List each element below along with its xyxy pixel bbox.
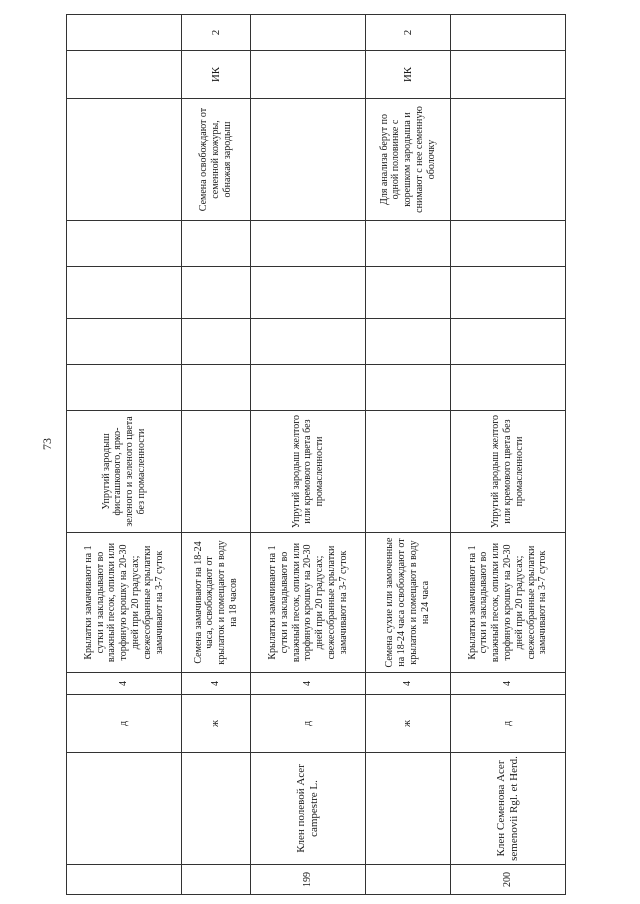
count-cell: 4 [366,673,450,695]
method-code-cell: ИК [182,51,251,99]
table-cell [366,365,450,411]
value-cell [450,15,565,51]
page-number: 73 [40,438,54,450]
count-cell: 4 [67,673,182,695]
analysis-note-cell [251,99,366,221]
row-number-cell [67,865,182,895]
row-number-cell [366,865,450,895]
value-cell [251,15,366,51]
method-code-cell [67,51,182,99]
method-code-cell: ИК [366,51,450,99]
method-code-cell [450,51,565,99]
table-cell [182,267,251,319]
table-cell [366,319,450,365]
table-cell [450,221,565,267]
analysis-note-cell: Семена освобождают от семенной кожуры, обнажая зародыш [182,99,251,221]
method-cell: д [67,695,182,753]
species-cell: Клен полевой Acer campestre L. [251,753,366,865]
table-cell [366,267,450,319]
preparation-cell: Крылатки замачивают на 1 сутки и закладывают во влажный песок, опилки или торфяную крошку на 20-30 дней при 20 градусах; свежесобранные крылатки замачивают на 3-7 суток [251,533,366,673]
table-cell [366,221,450,267]
table-row [251,15,366,895]
value-cell: 2 [182,15,251,51]
viable-description-cell [182,411,251,533]
method-cell: д [251,695,366,753]
table-row [450,15,565,895]
method-cell: ж [366,695,450,753]
table-cell [67,267,182,319]
table-cell [182,221,251,267]
method-cell: ж [182,695,251,753]
count-cell: 4 [251,673,366,695]
preparation-cell: Крылатки замачивают на 1 сутки и закладывают во влажный песок, опилки или торфяную крошку на 20-30 дней при 20 градусах; свежесобранные крылатки замачивают на 3-7 суток [67,533,182,673]
value-cell [67,15,182,51]
table-cell [251,365,366,411]
analysis-note-cell: Для анализа берут по одной половинке с корешком зародыша и снимают с нее семенную оболочку [366,99,450,221]
preparation-cell: Семена сухие или замоченные на 18-24 часа освобождают от крылаток и помещают в воду на 24 часа [366,533,450,673]
table-row [366,15,450,895]
viable-description-cell: Упругий зародыш желтого или кремового цвета без промасленности [251,411,366,533]
method-cell: д [450,695,565,753]
preparation-cell: Семена замачивают на 18-24 часа, освобождают от крылаток и помещают в воду на 18 часов [182,533,251,673]
table-cell [182,365,251,411]
table-cell [67,365,182,411]
species-cell [182,753,251,865]
row-number-cell: 200 [450,865,565,895]
method-code-cell [251,51,366,99]
table-row [182,15,251,895]
rotated-table-block [66,29,566,895]
table-cell [182,319,251,365]
table-cell [450,365,565,411]
viable-description-cell: Упругий зародыш желтого или кремового цвета без промасленности [450,411,565,533]
row-number-cell: 199 [251,865,366,895]
table-cell [450,319,565,365]
viable-description-cell [366,411,450,533]
row-number-cell [182,865,251,895]
table-cell [67,221,182,267]
table-cell [450,267,565,319]
table-cell [251,267,366,319]
table-cell [67,319,182,365]
viable-description-cell: Упругий зародыш фисташкового, ярко-зеленого и зеленого цвета без промасленности [67,411,182,533]
species-cell [67,753,182,865]
species-cell [366,753,450,865]
count-cell: 4 [450,673,565,695]
analysis-note-cell [67,99,182,221]
table-row [67,15,182,895]
count-cell: 4 [182,673,251,695]
value-cell: 2 [366,15,450,51]
preparation-cell: Крылатки замачивают на 1 сутки и закладывают во влажный песок, опилки или торфяную крошку на 20-30 дней при 20 градусах; свежесобранные крылатки замачивают на 3-7 суток [450,533,565,673]
germination-table [66,14,566,895]
table-cell [251,319,366,365]
species-cell: Клен Семенова Acer semenovii Rgl. et Herd. [450,753,565,865]
analysis-note-cell [450,99,565,221]
table-cell [251,221,366,267]
